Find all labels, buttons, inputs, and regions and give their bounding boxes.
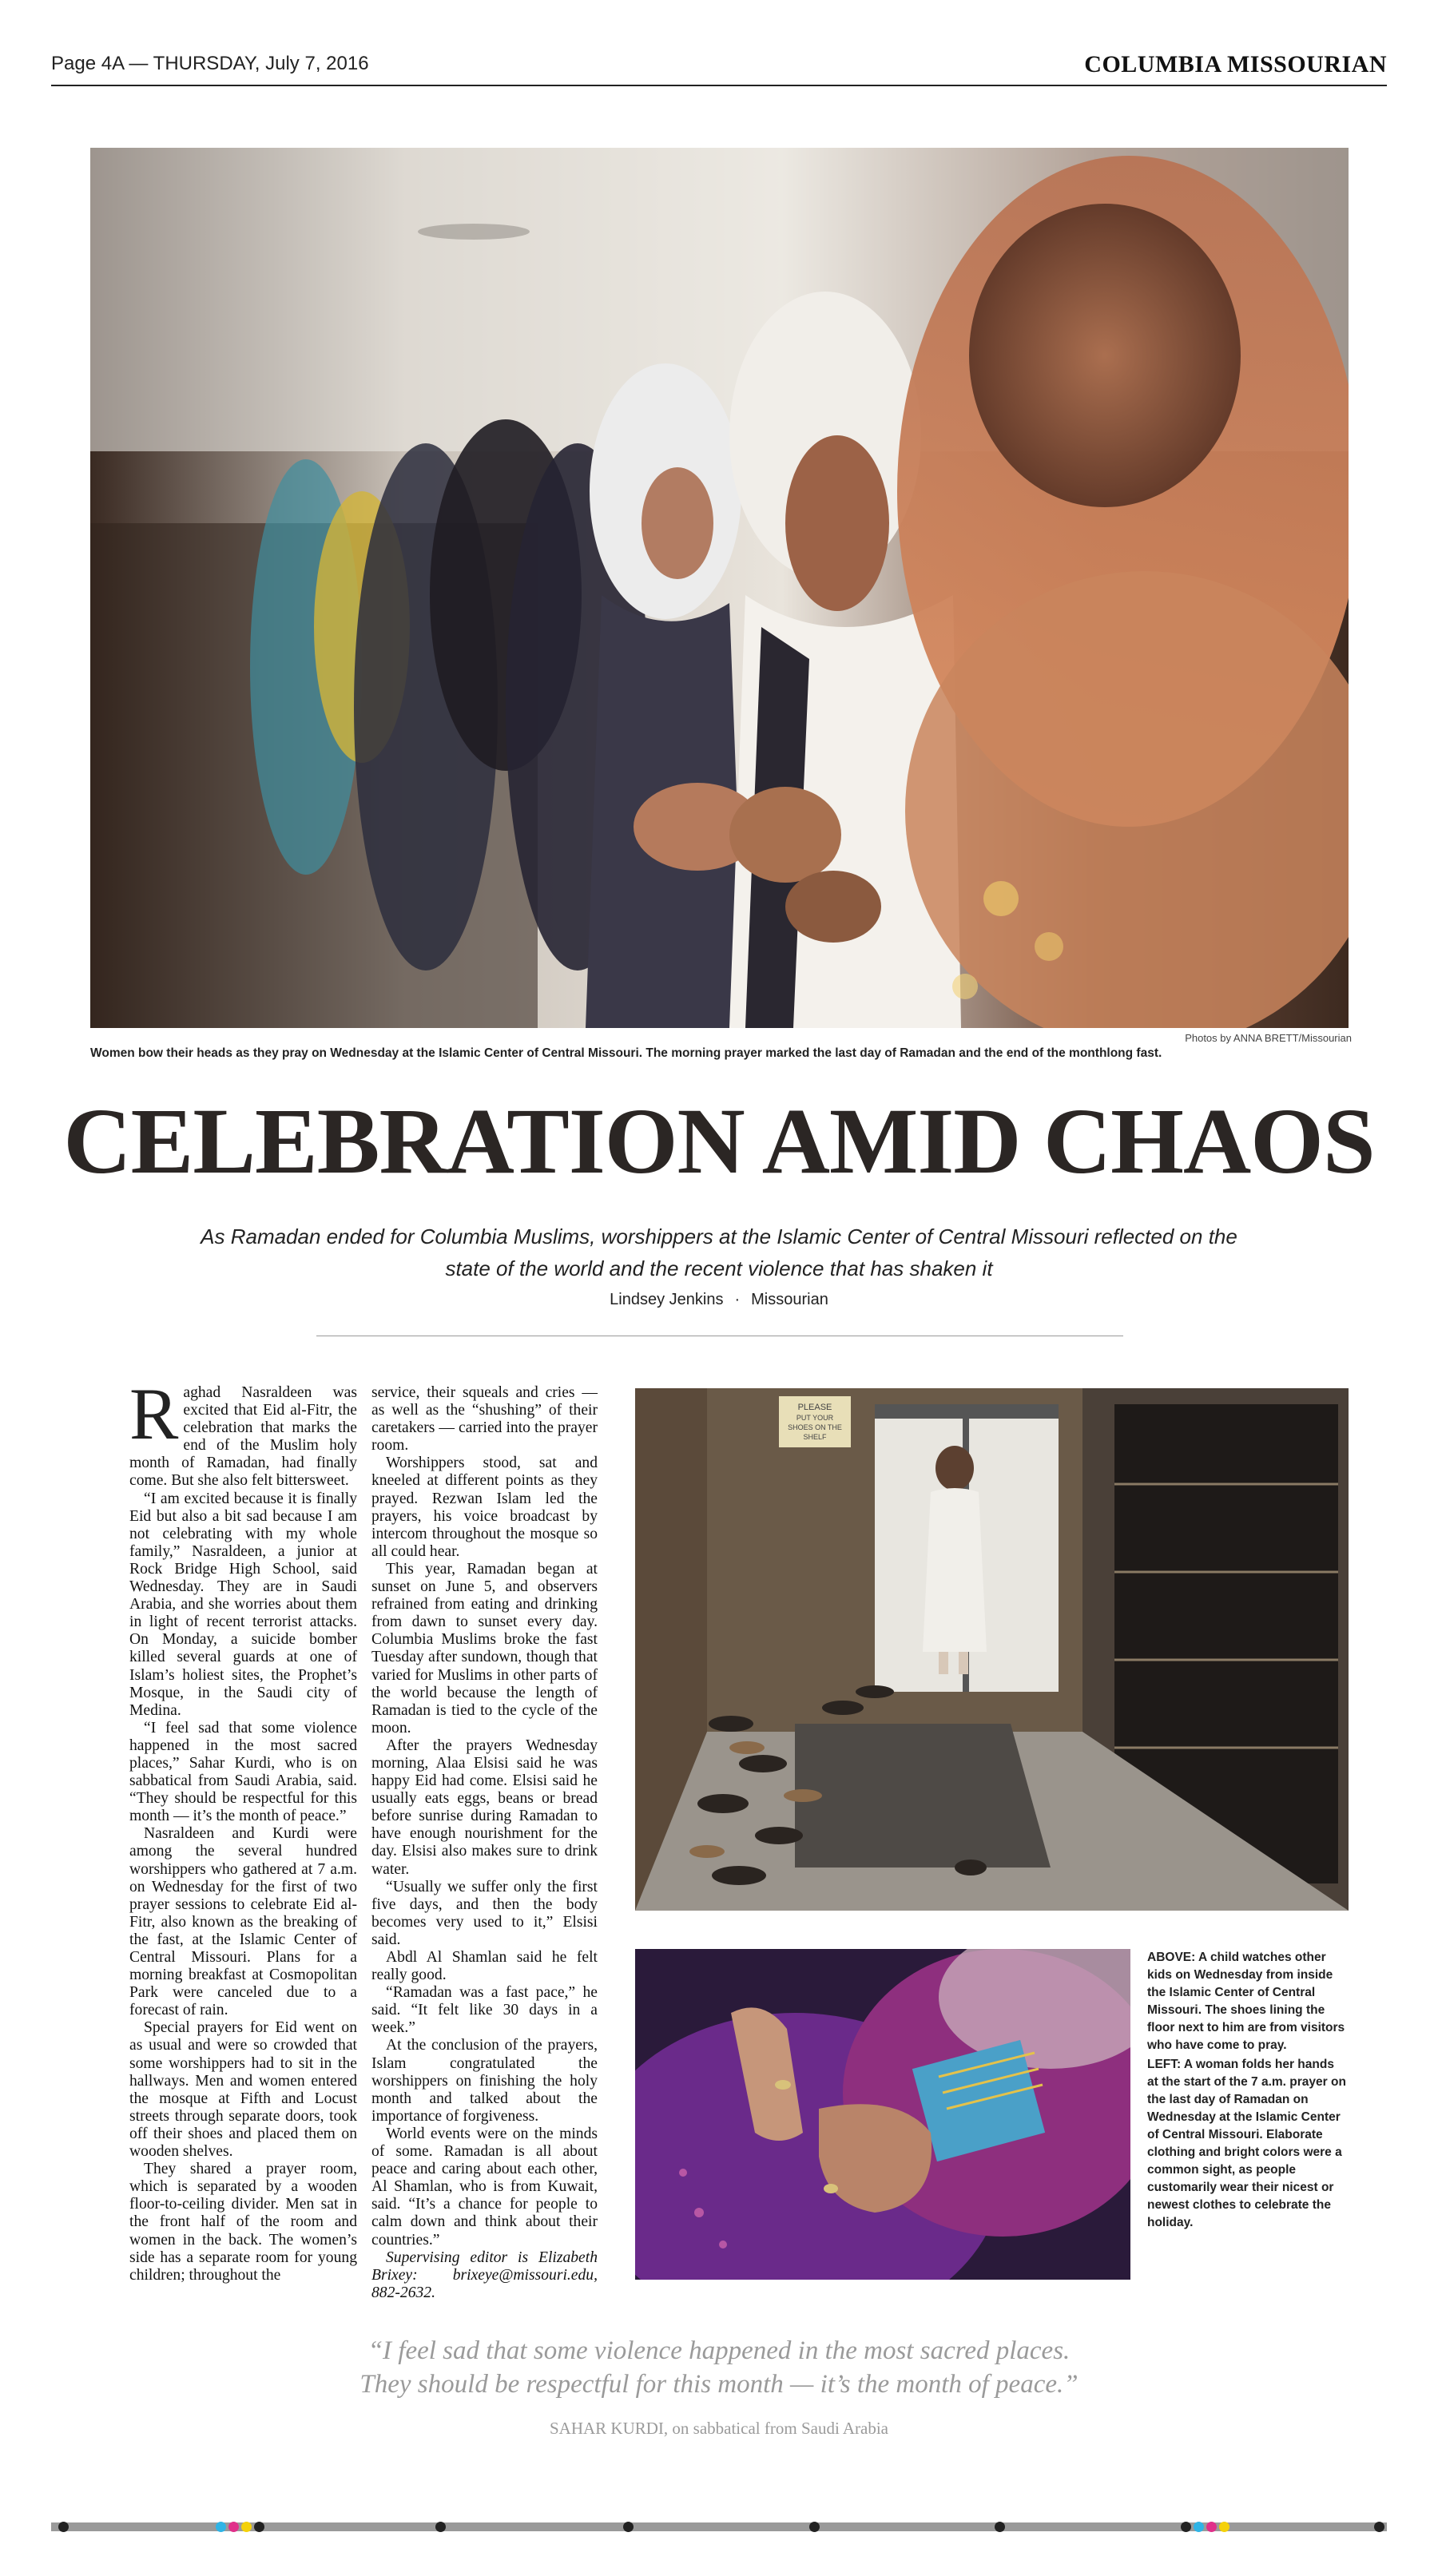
- story-paragraph: “I feel sad that some violence happened in the most sacred places,” Sahar Kurdi, who is on sabbatical from Saudi Arabia, said. “They should be respectful for this month — it’s the month of peace.”: [129, 1719, 357, 1825]
- top-rule: [51, 85, 1387, 86]
- registration-dot-magenta: [1206, 2522, 1217, 2532]
- page-folio: Page 4A — THURSDAY, July 7, 2016: [51, 53, 369, 74]
- main-photo-caption: Women bow their heads as they pray on Wednesday at the Islamic Center of Central Missouri. The morning prayer marked the last day of Ramadan and the end of the monthlong fast.: [90, 1046, 1162, 1060]
- story-paragraph: Abdl Al Shamlan said he felt really good.: [371, 1949, 598, 1984]
- story-column-2: [371, 1384, 598, 2302]
- registration-dot: [1181, 2522, 1191, 2532]
- story-lead-paragraph: [129, 1373, 357, 1490]
- story-paragraph: World events were on the minds of some. Ramadan is all about peace and caring about each other, Al Shamlan, who is from Kuwait, said. “It’s a chance for people to calm down and think about their countries.”: [371, 2125, 598, 2249]
- story-paragraph: Special prayers for Eid went on as usual and were so crowded that some worshippers had to sit in the hallways. Men and women entered the mosque at Fifth and Locust streets through separate doors, took off their shoes and placed them on wooden shelves.: [129, 2019, 357, 2161]
- story-paragraph: Worshippers stood, sat and kneeled at different points as they prayed. Rezwan Islam led the prayers, his voice broadcast by intercom throughout the mosque so all could hear.: [371, 1455, 598, 1560]
- story-paragraph: Nasraldeen and Kurdi were among the several hundred worshippers who gathered at 7 a.m. on Wednesday for the first of two prayer sessions to celebrate Eid al-Fitr, also known as the breaking of the fast, at the Islamic Center of Central Missouri. Plans for a morning breakfast at Cosmopolitan Park were canceled due to a forecast of rain.: [129, 1825, 357, 2019]
- pull-quote: [0, 2334, 1438, 2401]
- story-paragraph: “Usually we suffer only the first five days, and then the body becomes very used to it,” Elsisi said.: [371, 1878, 598, 1948]
- editor-signoff: Supervising editor is Elizabeth Brixey: brixeye@missouri.edu, 882-2632.: [371, 2249, 598, 2301]
- byline-author: Lindsey Jenkins: [610, 1291, 724, 1308]
- registration-dot-magenta: [228, 2522, 239, 2532]
- registration-dot-yellow: [1219, 2522, 1229, 2532]
- registration-dot: [254, 2522, 264, 2532]
- photo-captions: [1147, 1949, 1349, 2233]
- door-sign-line: PLEASE: [797, 1403, 832, 1412]
- byline-separator: ·: [734, 1291, 741, 1308]
- story-continuation: service, their squeals and cries — as well as the “shushing” of their caretakers — carried into the prayer room.: [371, 1384, 598, 1455]
- drop-cap: R: [129, 1373, 179, 1455]
- story-paragraph: “I am excited because it is finally Eid but also a bit sad because I am not celebrating with my whole family,” Nasraldeen, a junior at Rock Bridge High School, said Wednesday. They are in Saudi Arabia, and she worries about them in light of recent terrorist attacks. On Monday, a suicide bomber killed several guards at one of Islam’s holiest sites, the Prophet’s Mosque, in the Saudi city of Medina.: [129, 1490, 357, 1719]
- registration-dot-cyan: [216, 2522, 226, 2532]
- photo-child-at-door: [635, 1388, 1349, 1911]
- registration-dot: [995, 2522, 1005, 2532]
- caption-left: LEFT: A woman folds her hands at the start of the 7 a.m. prayer on the last day of Ramadan on Wednesday at the Islamic Center of Central Missouri. Elaborate clothing and bright colors were a common sight, as people customarily wear their nicest or newest clothes to celebrate the holiday.: [1147, 2058, 1346, 2229]
- story-paragraph: At the conclusion of the prayers, Islam congratulated the worshippers on finishing the holy month and talked about the importance of forgiveness.: [371, 2037, 598, 2125]
- byline: [0, 1291, 1438, 1309]
- story-paragraph: They shared a prayer room, which is separated by a wooden floor-to-ceiling divider. Men sat in the front half of the room and women in the back. The women’s side has a separate room for young children; throughout the: [129, 2161, 357, 2284]
- story-paragraph: “Ramadan was a fast pace,” he said. “It felt like 30 days in a week.”: [371, 1984, 598, 2037]
- pull-quote-line: They should be respectful for this month — it’s the month of peace.”: [360, 2370, 1078, 2399]
- paper-name: COLUMBIA MISSOURIAN: [1084, 51, 1387, 77]
- pull-quote-line: “I feel sad that some violence happened in the most sacred places.: [367, 2336, 1071, 2365]
- photo-folded-hands: [635, 1949, 1130, 2280]
- main-photo-praying-women: [90, 148, 1349, 1028]
- registration-dot: [623, 2522, 634, 2532]
- door-sign-line: SHELF: [803, 1433, 827, 1441]
- caption-above: ABOVE: A child watches other kids on Wednesday from inside the Islamic Center of Central Missouri. The shoes lining the floor next to him are from visitors who have come to pray.: [1147, 1951, 1345, 2052]
- pull-quote-attribution: SAHAR KURDI, on sabbatical from Saudi Arabia: [549, 2419, 889, 2438]
- registration-dot-cyan: [1194, 2522, 1204, 2532]
- registration-dot: [1374, 2522, 1384, 2532]
- story-paragraph: After the prayers Wednesday morning, Alaa Elsisi said he was happy Eid had come. Elsisi said he usually eats eggs, beans or bread before sunrise during Ramadan to have enough nourishment for the day. Elsisi also makes sure to drink water.: [371, 1737, 598, 1878]
- photo-credit: Photos by ANNA BRETT/Missourian: [1185, 1032, 1352, 1044]
- door-sign-line: SHOES ON THE: [788, 1423, 842, 1431]
- deck-subheadline: As Ramadan ended for Columbia Muslims, worshippers at the Islamic Center of Central Missouri reflected on the state of the world and the recent violence that has shaken it: [201, 1224, 1237, 1280]
- lead-paragraph-text: aghad Nasraldeen was excited that Eid al-Fitr, the celebration that marks the end of the Muslim holy month of Ramadan, had finally come. But she also felt bittersweet.: [129, 1384, 357, 1490]
- registration-dot: [435, 2522, 446, 2532]
- headline: CELEBRATION AMID CHAOS: [63, 1089, 1375, 1193]
- registration-dot: [809, 2522, 820, 2532]
- byline-outlet: Missourian: [751, 1291, 828, 1308]
- registration-dot: [58, 2522, 69, 2532]
- story-paragraph: This year, Ramadan began at sunset on June 5, and observers refrained from eating and drinking from dawn to sunset every day. Columbia Muslims broke the fast Tuesday after sundown, though that varied for Muslims in other parts of the world because the length of Ramadan is tied to the cycle of the moon.: [371, 1560, 598, 1737]
- story-column-1: [129, 1373, 357, 2284]
- door-sign-line: PUT YOUR: [796, 1414, 834, 1422]
- registration-dot-yellow: [241, 2522, 252, 2532]
